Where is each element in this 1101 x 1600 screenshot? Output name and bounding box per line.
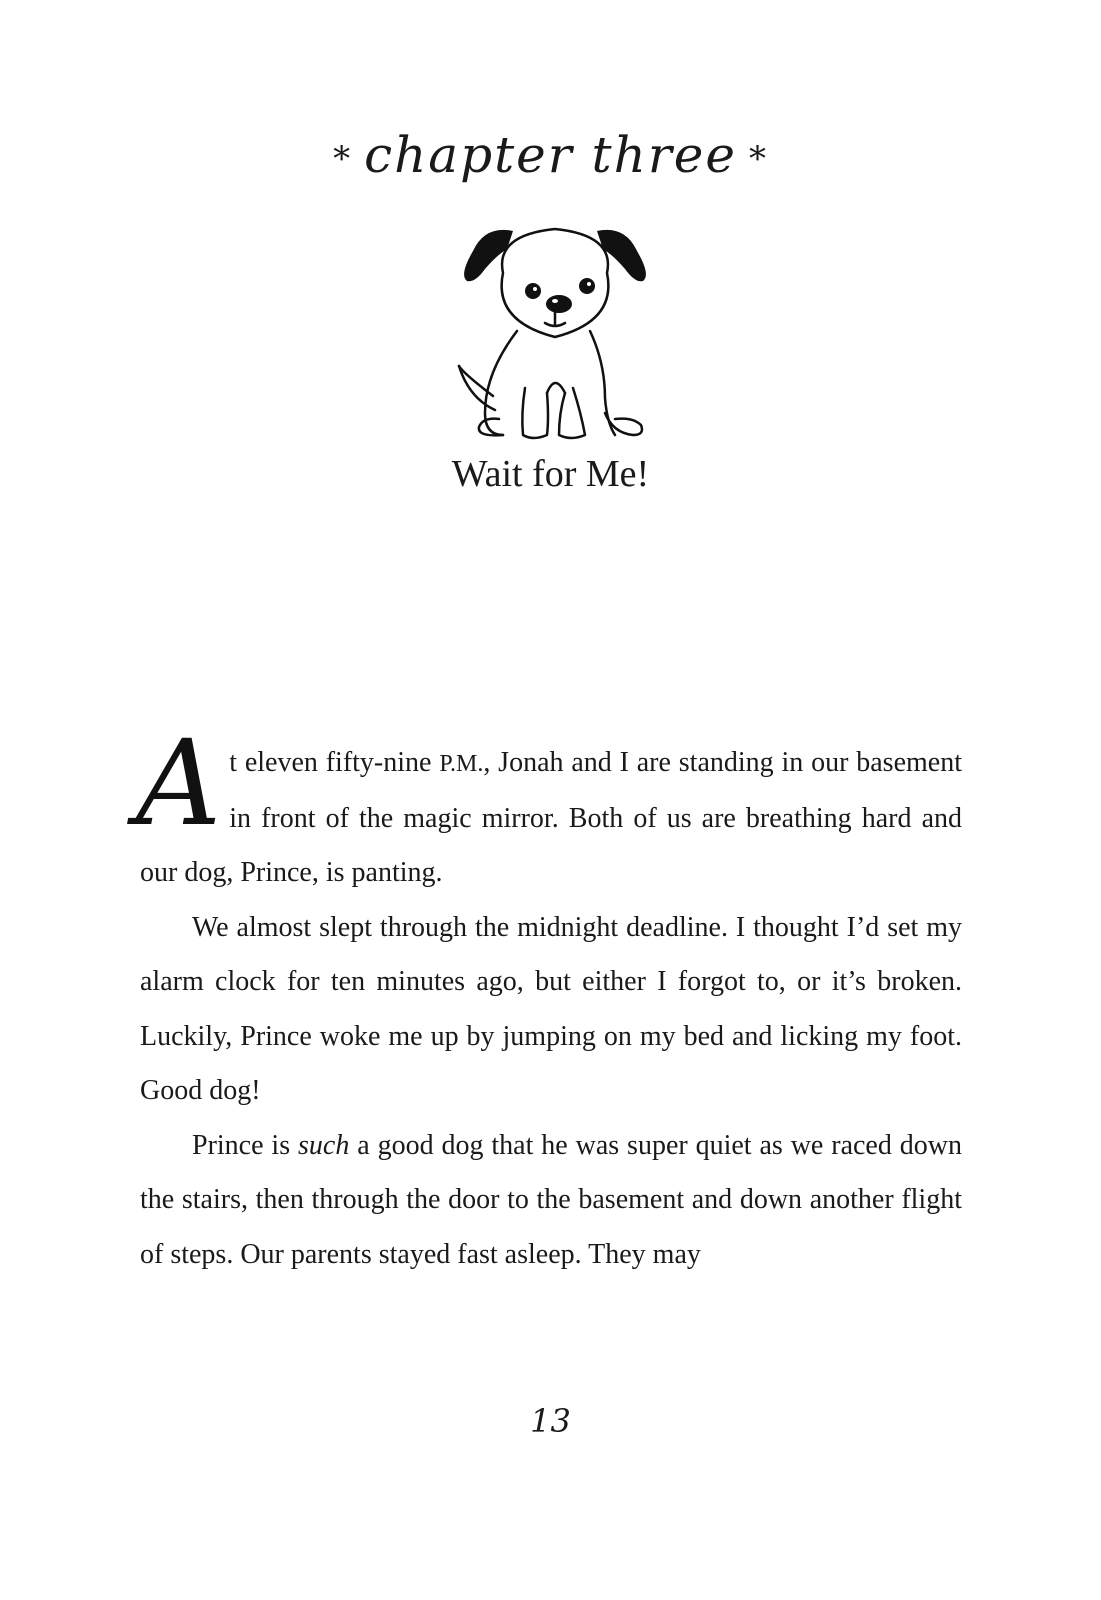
page-number: 13 <box>530 1402 571 1440</box>
chapter-heading <box>0 126 1101 184</box>
emphasis-word: such <box>298 1129 350 1161</box>
paragraph-3 <box>140 1119 962 1283</box>
paragraph-1-text-b: , Jonah and I are standing in our basement in front of the magic mirror. Both of us are breathing hard and our dog, Prince, is panting. <box>140 747 962 888</box>
paragraph-1-text-a: t eleven fifty-nine <box>229 747 440 778</box>
drop-cap: A <box>136 714 222 852</box>
chapter-body-text <box>136 714 962 1282</box>
paragraph-3-text-b: a good dog that he was super quiet as we raced down the stairs, then through the door to the basement and down another flight of steps. Our parents stayed fast asleep. They may <box>140 1129 962 1270</box>
chapter-label: chapter three <box>364 126 737 184</box>
star-ornament-right: * <box>748 139 768 179</box>
paragraph-2: We almost slept through the midnight deadline. I thought I’d set my alarm clock for ten minutes ago, but either I forgot to, or it’s broken. Luckily, Prince woke me up by jumping on my bed and licking my foot. Good dog! <box>140 911 962 1106</box>
paragraph-3-text-a: Prince is <box>192 1129 299 1161</box>
paragraph-1 <box>136 714 962 901</box>
puppy-icon <box>455 213 655 448</box>
time-abbreviation: P.M. <box>439 751 484 777</box>
chapter-title: Wait for Me! <box>451 453 650 495</box>
star-ornament-left: * <box>333 139 353 179</box>
